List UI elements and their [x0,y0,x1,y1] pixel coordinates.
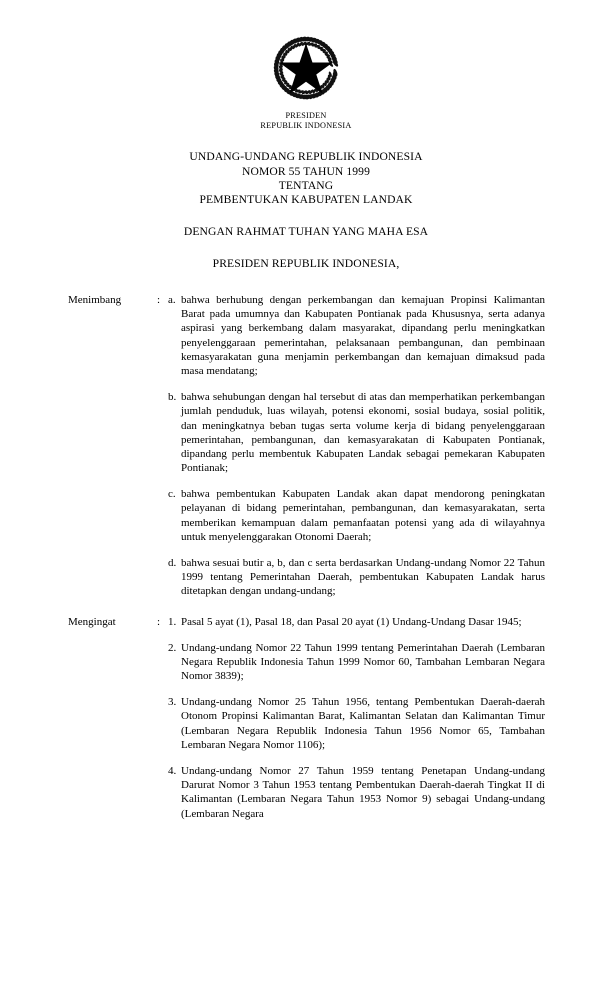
clause-item-text: bahwa berhubung dengan perkembangan dan kemajuan Propinsi Kalimantan Barat pada umumnya dan Kabupaten Pontianak pada Khususnya, serta adanya aspirasi yang berkembang dalam masyarakat, dipandang perlu meningkatkan penyelenggaraan pemerintahan, pelaksanaan pembangunan, dan pembinaan kemasyarakatan guna menjamin perkembangan dan kemajuan dimaksud pada masa mendatang; [181,293,545,378]
clause-sections [0,293,612,821]
blessing-line: DENGAN RAHMAT TUHAN YANG MAHA ESA [183,225,429,239]
clause-label-text: Mengingat [68,615,116,628]
clause-item-text: bahwa pembentukan Kabupaten Landak akan dapat mendorong peningkatan pelayanan di bidang pemerintahan, pembangunan, dan kemasyarakatan, serta memberikan kemampuan dalam pemanfaatan potensi yang ada di wilayahnya untuk menyelenggarakan Otonomi Daerah; [181,488,545,544]
clause-section-mengingat [0,615,612,821]
clause-item-text: bahwa sesuai butir a, b, dan c serta berdasarkan Undang-undang Nomor 22 Tahun 1999 tentang Pemerintahan Daerah, pembentukan Kabupaten Landak harus ditetapkan dengan undang-undang; [181,556,545,598]
clause-item-list [168,615,545,821]
clause-item [168,764,545,821]
clause-item-marker: 3. [168,695,177,708]
clause-item [168,641,545,684]
clause-item [168,293,545,379]
clause-item [168,556,545,599]
title-line-2: NOMOR 55 TAHUN 1999 [242,164,370,178]
clause-item-text: Undang-undang Nomor 25 Tahun 1956, tentang Pembentukan Daerah-daerah Otonom Propinsi Kalimantan Barat, Kalimantan Selatan dan Kalimantan Timur (Lembaran Negara Republik Indonesia Tahun 1956 Nomor 65, Tambahan Lembaran Negara Nomor 1106); [181,695,545,751]
emblem-caption [0,111,612,131]
clause-label [68,293,160,307]
clause-item-marker: 1. [168,615,177,628]
emblem-caption-line-2: REPUBLIK INDONESIA [260,121,352,131]
issuer-line: PRESIDEN REPUBLIK INDONESIA, [212,257,400,271]
garuda-star-wreath-icon [263,28,349,108]
emblem-caption-line-1: PRESIDEN [285,111,327,120]
emblem-block [0,0,612,131]
clause-item-marker: c. [168,488,176,501]
clause-item-marker: 2. [168,641,177,654]
clause-item [168,487,545,544]
title-line-3: TENTANG [278,178,334,192]
clause-label-colon: : [157,615,161,628]
title-line-1: UNDANG-UNDANG REPUBLIK INDONESIA [189,150,423,164]
clause-item-text: Undang-undang Nomor 22 Tahun 1999 tentang Pemerintahan Daerah (Lembaran Negara Republik Indonesia Tahun 1999 Nomor 60, Tambahan Lembaran Negara Nomor 3839); [181,641,545,683]
clause-item-marker: 4. [168,764,177,777]
clause-section-menimbang [0,293,612,599]
clause-label-colon: : [157,293,161,306]
clause-item-list [168,293,545,599]
clause-item-marker: d. [168,556,177,569]
clause-item-text: bahwa sehubungan dengan hal tersebut di atas dan memperhatikan perkembangan jumlah penduduk, luas wilayah, potensi ekonomi, sosial budaya, sosial politik, dan meningkatnya beban tugas serta volume kerja di bidang penyelenggaraan pemerintahan, pembangunan, dan kemasyarakatan di Kabupaten Pontianak, dipandang perlu membentuk Kabupaten Landak sebagai pemekaran Kabupaten Pontianak; [181,390,545,475]
clause-label [68,615,160,629]
title-line-4: PEMBENTUKAN KABUPATEN LANDAK [199,193,413,207]
clause-item-marker: a. [168,293,176,306]
clause-item-text: Pasal 5 ayat (1), Pasal 18, dan Pasal 20 ayat (1) Undang-Undang Dasar 1945; [181,615,522,628]
clause-label-text: Menimbang [68,293,122,306]
clause-item-marker: b. [168,390,177,403]
clause-item [168,615,545,629]
clause-item-text: Undang-undang Nomor 27 Tahun 1959 tentang Penetapan Undang-undang Darurat Nomor 3 Tahun 1953 tentang Pembentukan Daerah-daerah Tingkat II di Kalimantan (Lembaran Negara Tahun 1953 Nomor 9) sebagai Undang-undang (Lembaran Negara [181,764,545,820]
clause-item [168,390,545,476]
clause-item [168,695,545,752]
document-title-block [0,150,612,207]
